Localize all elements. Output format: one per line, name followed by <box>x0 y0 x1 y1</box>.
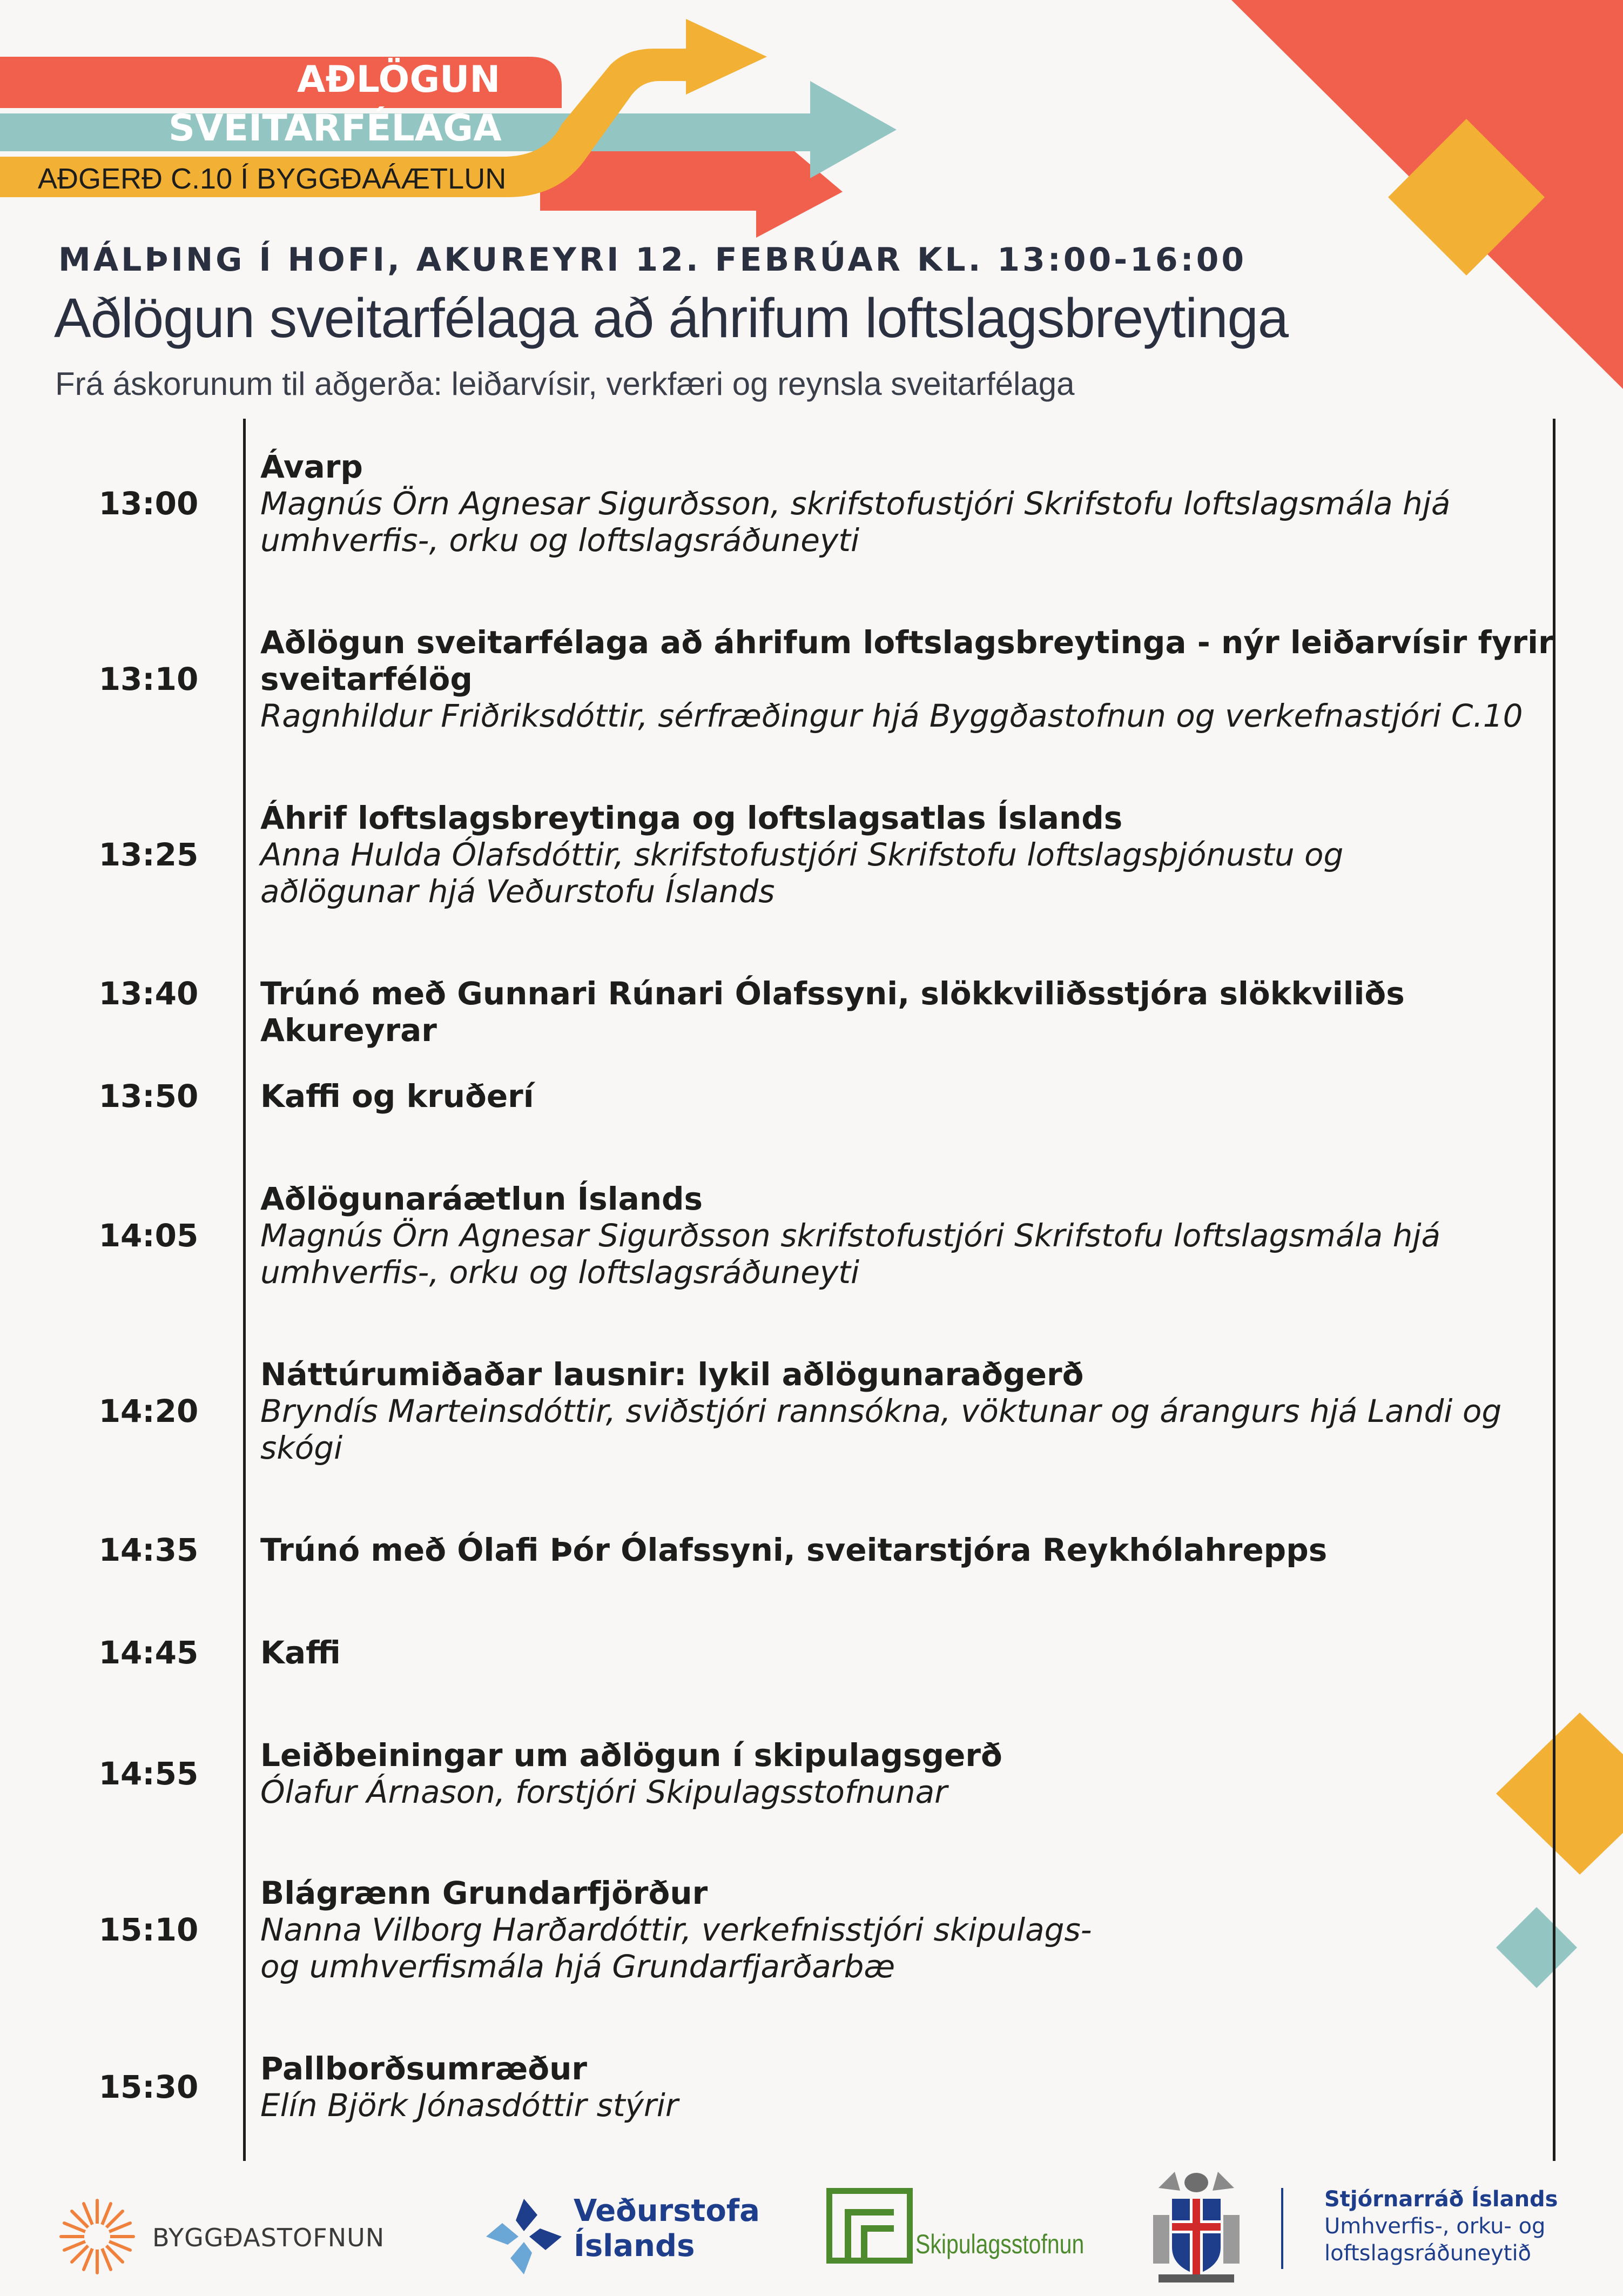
banner-line2: SVEITARFÉLAGA <box>169 107 502 150</box>
agenda-title: Trúnó með Ólafi Þór Ólafssyni, sveitarstjóra Reykhólahrepps <box>260 1532 1328 1568</box>
agenda-speaker: Nanna Vilborg Harðardóttir, verkefnisstjóri skipulags- <box>260 1911 1092 1948</box>
agenda-title: Leiðbeiningar um aðlögun í skipulagsgerð <box>260 1737 1002 1774</box>
agenda-title: Kaffi og kruðerí <box>260 1078 534 1115</box>
agenda-time: 15:30 <box>98 2069 199 2105</box>
agenda-speaker: aðlögunar hjá Veðurstofu Íslands <box>260 873 775 910</box>
agenda-speaker: Magnús Örn Agnesar Sigurðsson skrifstofustjóri Skrifstofu loftslagsmála hjá <box>260 1217 1441 1254</box>
agenda-title: Áhrif loftslagsbreytinga og loftslagsatlas Íslands <box>260 800 1123 836</box>
agenda-speaker: Bryndís Marteinsdóttir, sviðstjóri rannsókna, vöktunar og árangurs hjá Landi og <box>260 1393 1502 1429</box>
stjornarrad-logo-text-3: loftslagsráðuneytið <box>1324 2241 1532 2266</box>
skipulagsstofnun-logo-icon <box>826 2188 913 2264</box>
agenda-title: Náttúrumiðaðar lausnir: lykil aðlögunaraðgerð <box>260 1356 1084 1393</box>
agenda-time: 13:10 <box>98 661 199 697</box>
agenda-speaker: Elín Björk Jónasdóttir stýrir <box>260 2087 678 2124</box>
agenda-time: 13:40 <box>98 975 199 1012</box>
agenda-time: 14:35 <box>98 1532 199 1568</box>
agenda-title: Trúnó með Gunnari Rúnari Ólafssyni, slökkviliðsstjóra slökkviliðs Akureyrar <box>260 975 1405 1049</box>
skipulagsstofnun-logo-text: Skipulagsstofnun <box>915 2229 1085 2259</box>
agenda-time: 14:20 <box>98 1393 199 1429</box>
banner-line3: AÐGERÐ C.10 Í BYGGÐAÁÆTLUN <box>38 163 507 195</box>
agenda-speaker: Ólafur Árnason, forstjóri Skipulagsstofnunar <box>260 1774 947 1810</box>
agenda-title: Kaffi <box>260 1634 341 1671</box>
vedurstofa-logo-icon <box>483 2196 564 2277</box>
agenda-speaker: umhverfis-, orku og loftslagsráðuneyti <box>260 1254 860 1291</box>
agenda-title: Aðlögun sveitarfélaga að áhrifum loftslagsbreytinga - nýr leiðarvísir fyrir <box>260 624 1554 661</box>
agenda-title: Blágrænn Grundarfjörður <box>260 1875 708 1911</box>
event-info: MÁLÞING Í HOFI, AKUREYRI 12. FEBRÚAR KL. 13:00-16:00 <box>58 241 1247 279</box>
vedurstofa-logo-text-2: Íslands <box>574 2228 695 2264</box>
agenda-title: Pallborðsumræður <box>260 2050 588 2087</box>
stjornarrad-logo-text-1: Stjórnarráð Íslands <box>1324 2187 1558 2212</box>
agenda-time: 15:10 <box>98 1911 199 1948</box>
byggdastofnun-logo-icon <box>57 2196 138 2277</box>
agenda-speaker: og umhverfismála hjá Grundarfjarðarbæ <box>260 1948 895 1985</box>
agenda-time: 13:25 <box>98 836 199 873</box>
vedurstofa-logo-text-1: Veðurstofa <box>574 2193 760 2228</box>
agenda-speaker: Magnús Örn Agnesar Sigurðsson, skrifstofustjóri Skrifstofu loftslagsmála hjá <box>260 485 1451 522</box>
agenda-time: 13:50 <box>98 1078 199 1115</box>
stjornarrad-logo-text-2: Umhverfis-, orku- og <box>1324 2214 1546 2239</box>
banner-line1: AÐLÖGUN <box>297 58 501 101</box>
logo-divider <box>1281 2188 1283 2269</box>
agenda-title: Aðlögunaráætlun Íslands <box>260 1180 703 1217</box>
agenda-time: 14:05 <box>98 1217 199 1254</box>
page-title: Aðlögun sveitarfélaga að áhrifum loftslagsbreytinga <box>54 287 1289 349</box>
page-subtitle: Frá áskorunum til aðgerða: leiðarvísir, verkfæri og reynsla sveitarfélaga <box>55 366 1075 402</box>
agenda-speaker: skógi <box>260 1429 343 1466</box>
agenda-time: 14:45 <box>98 1634 199 1671</box>
agenda-speaker: umhverfis-, orku og loftslagsráðuneyti <box>260 522 860 559</box>
agenda-time: 14:55 <box>98 1755 199 1792</box>
agenda-time: 13:00 <box>98 485 199 522</box>
agenda-title: sveitarfélög <box>260 661 473 697</box>
agenda-title: Ávarp <box>260 448 363 485</box>
agenda-speaker: Anna Hulda Ólafsdóttir, skrifstofustjóri Skrifstofu loftslagsþjónustu og <box>260 836 1344 873</box>
coat-of-arms-icon <box>1142 2166 1250 2285</box>
byggdastofnun-logo-text: BYGGÐASTOFNUN <box>152 2223 385 2252</box>
agenda-speaker: Ragnhildur Friðriksdóttir, sérfræðingur hjá Byggðastofnun og verkefnastjóri C.10 <box>260 697 1523 734</box>
divider-left <box>243 419 246 2161</box>
